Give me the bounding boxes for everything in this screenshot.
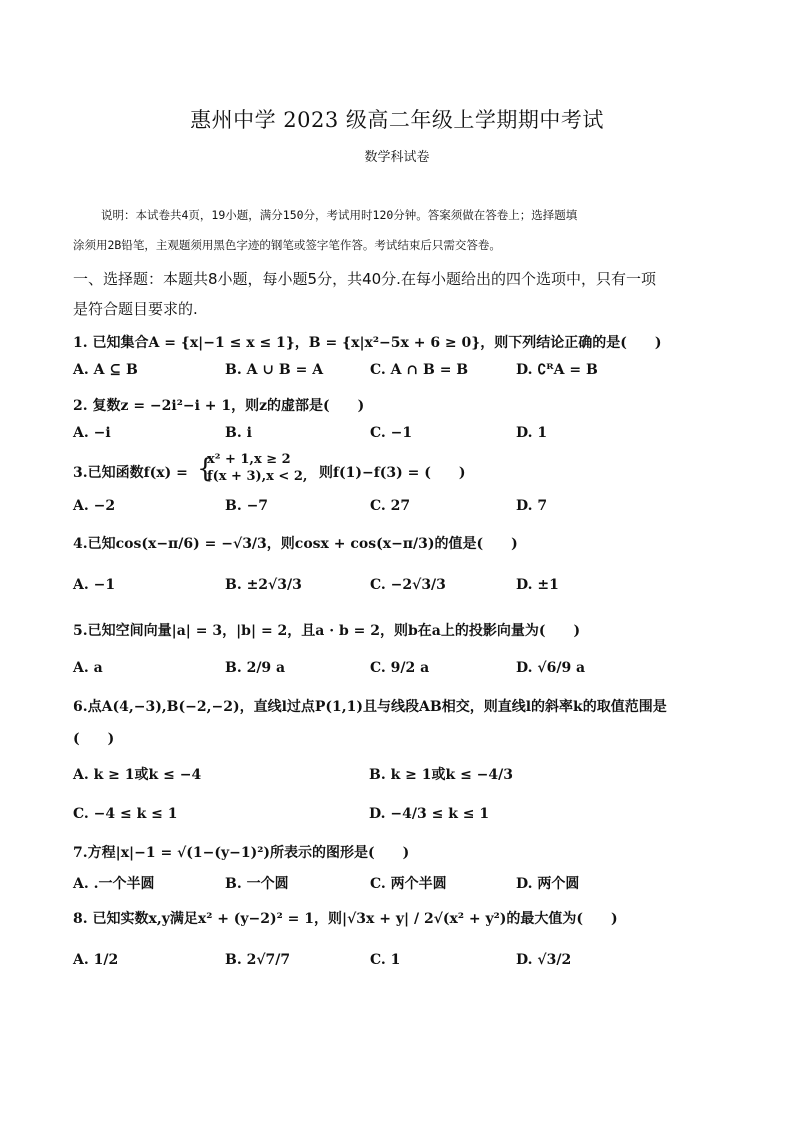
option-b: B. ±2√3/3 xyxy=(225,577,302,593)
page-title: 惠州中学 2023 级高二年级上学期期中考试 xyxy=(190,108,604,132)
brace-icon: { xyxy=(197,454,214,484)
option-d: D. √3/2 xyxy=(516,952,572,968)
instructions-line-2: 涂须用2B铅笔，主观题须用黑色字迹的钢笔或签字笔作答。考试结束后只需交答卷。 xyxy=(73,238,501,252)
question-3-prefix: 3.已知函数f(x) = xyxy=(73,465,188,481)
option-c: C. −1 xyxy=(370,425,413,441)
question-7-stem: 7.方程|x|−1 = √(1−(y−1)²)所表示的图形是( ) xyxy=(73,845,410,861)
option-a: A. 1/2 xyxy=(73,952,119,968)
page-subtitle: 数学科试卷 xyxy=(364,150,430,165)
option-d: D. 两个圆 xyxy=(516,876,580,892)
option-a: A. −2 xyxy=(73,498,116,514)
option-c: C. −4 ≤ k ≤ 1 xyxy=(73,806,178,822)
question-2-stem: 2. 复数z = −2i²−i + 1，则z的虚部是( ) xyxy=(73,398,365,414)
option-b: B. 一个圆 xyxy=(225,876,289,892)
option-a: A. .一个半圆 xyxy=(73,876,155,892)
question-3-case-2: f(x + 3),x < 2, xyxy=(207,469,308,484)
option-b: B. i xyxy=(225,425,252,441)
option-c: C. 1 xyxy=(370,952,401,968)
question-1-options xyxy=(73,362,723,382)
exam-instructions xyxy=(73,200,733,260)
option-b: B. −7 xyxy=(225,498,269,514)
question-3-options xyxy=(73,498,723,518)
option-a: A. A ⊆ B xyxy=(73,362,138,378)
question-8-stem: 8. 已知实数x,y满足x² + (y−2)² = 1，则|√3x + y| / 2√(x² + y²)的最大值为( ) xyxy=(73,911,618,927)
question-2-options xyxy=(73,425,723,445)
option-a: A. k ≥ 1或k ≤ −4 xyxy=(73,767,202,783)
question-5-options xyxy=(73,660,723,680)
section-heading-line-1: 一、选择题：本题共8小题，每小题5分，共40分.在每小题给出的四个选项中，只有一项 xyxy=(73,270,656,288)
question-4-options xyxy=(73,577,723,597)
option-c: C. 两个半圆 xyxy=(370,876,447,892)
question-6-stem-line-2: ( ) xyxy=(73,731,115,747)
question-3-suffix: 则f(1)−f(3) = ( ) xyxy=(319,465,466,481)
question-1-stem: 1. 已知集合A = {x|−1 ≤ x ≤ 1}，B = {x|x²−5x + 6 ≥ 0}，则下列结论正确的是( ) xyxy=(73,335,662,351)
section-heading-line-2: 是符合题目要求的. xyxy=(73,300,198,318)
question-3-stem xyxy=(73,452,723,488)
question-3-case-1: x² + 1,x ≥ 2 xyxy=(207,452,291,467)
option-d: D. −4/3 ≤ k ≤ 1 xyxy=(369,806,490,822)
question-6-stem-line-1: 6.点A(4,−3),B(−2,−2)，直线l过点P(1,1)且与线段AB相交，则直线l的斜率k的取值范围是 xyxy=(73,699,667,715)
option-d: D. 1 xyxy=(516,425,548,441)
option-a: A. −i xyxy=(73,425,111,441)
question-4-stem: 4.已知cos(x−π/6) = −√3/3，则cosx + cos(x−π/3)的值是( ) xyxy=(73,536,518,552)
option-a: A. −1 xyxy=(73,577,116,593)
option-d: D. √6/9 a xyxy=(516,660,586,676)
section-heading xyxy=(73,264,723,324)
option-c: C. 9/2 a xyxy=(370,660,430,676)
question-7-options xyxy=(73,873,723,893)
option-b: B. k ≥ 1或k ≤ −4/3 xyxy=(369,767,514,783)
option-b: B. A ∪ B = A xyxy=(225,362,324,378)
instructions-line-1: 说明：本试卷共4页，19小题，满分150分，考试用时120分钟。答案须做在答卷上；选择题填 xyxy=(101,208,578,222)
option-a: A. a xyxy=(73,660,103,676)
question-6-options-row-2 xyxy=(73,806,723,826)
option-c: C. A ∩ B = B xyxy=(370,362,469,378)
option-c: C. −2√3/3 xyxy=(370,577,446,593)
question-8-options xyxy=(73,952,723,972)
option-b: B. 2√7/7 xyxy=(225,952,291,968)
option-c: C. 27 xyxy=(370,498,411,514)
option-b: B. 2/9 a xyxy=(225,660,286,676)
question-6-options-row-1 xyxy=(73,764,723,784)
question-5-stem: 5.已知空间向量|a| = 3，|b| = 2，且a · b = 2，则b在a上的投影向量为( ) xyxy=(73,623,581,639)
option-d: D. 7 xyxy=(516,498,548,514)
option-d: D. ±1 xyxy=(516,577,559,593)
option-d: D. ∁ᴿA = B xyxy=(516,362,598,378)
